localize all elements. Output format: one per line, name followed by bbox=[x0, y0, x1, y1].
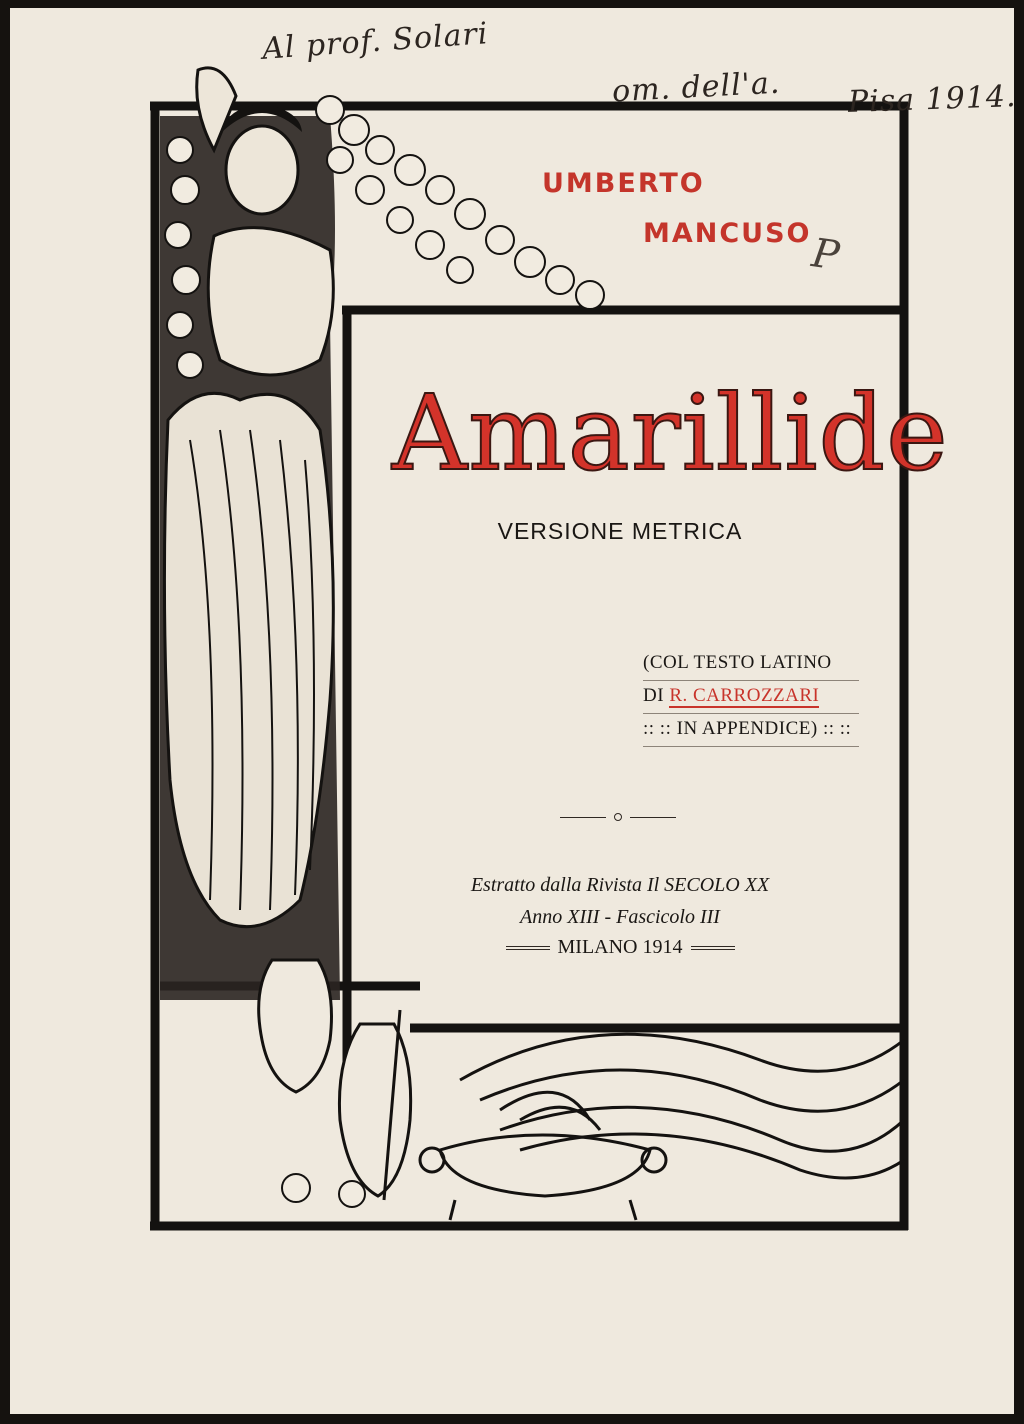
handwritten-note: om. dell'a. bbox=[611, 65, 782, 110]
handwritten-place-date: Pisa 1914. bbox=[847, 79, 1018, 120]
latin-text-note bbox=[643, 648, 859, 747]
separator-rule-right bbox=[630, 817, 676, 818]
book-title: Amarillide bbox=[392, 372, 949, 494]
imprint-rule-left bbox=[506, 946, 550, 950]
latin-note-line-3: :: :: IN APPENDICE) :: :: bbox=[643, 714, 859, 747]
author-last-name: MANCUSO bbox=[643, 218, 812, 249]
imprint-city-year: MILANO 1914 bbox=[557, 936, 683, 958]
latin-note-line-2 bbox=[643, 681, 859, 714]
latin-note-line-1: (COL TESTO LATINO bbox=[643, 648, 859, 681]
author-first-name: UMBERTO bbox=[542, 168, 705, 199]
imprint-rule-right bbox=[691, 946, 735, 950]
imprint-issue: Anno XIII - Fascicolo III bbox=[520, 906, 720, 928]
imprint-place-year bbox=[430, 936, 810, 959]
imprint-journal: Estratto dalla Rivista Il SECOLO XX bbox=[470, 874, 770, 896]
book-subtitle: VERSIONE METRICA bbox=[497, 518, 743, 544]
translator-name: R. CARROZZARI bbox=[669, 685, 820, 706]
latin-note-prefix: DI bbox=[643, 685, 665, 706]
handwritten-dedication: Al prof. Solari bbox=[261, 16, 490, 67]
handwritten-mark: P bbox=[808, 230, 843, 280]
separator-rule-left bbox=[560, 817, 606, 818]
ornamental-separator bbox=[560, 810, 676, 824]
separator-dot-icon bbox=[614, 813, 622, 821]
